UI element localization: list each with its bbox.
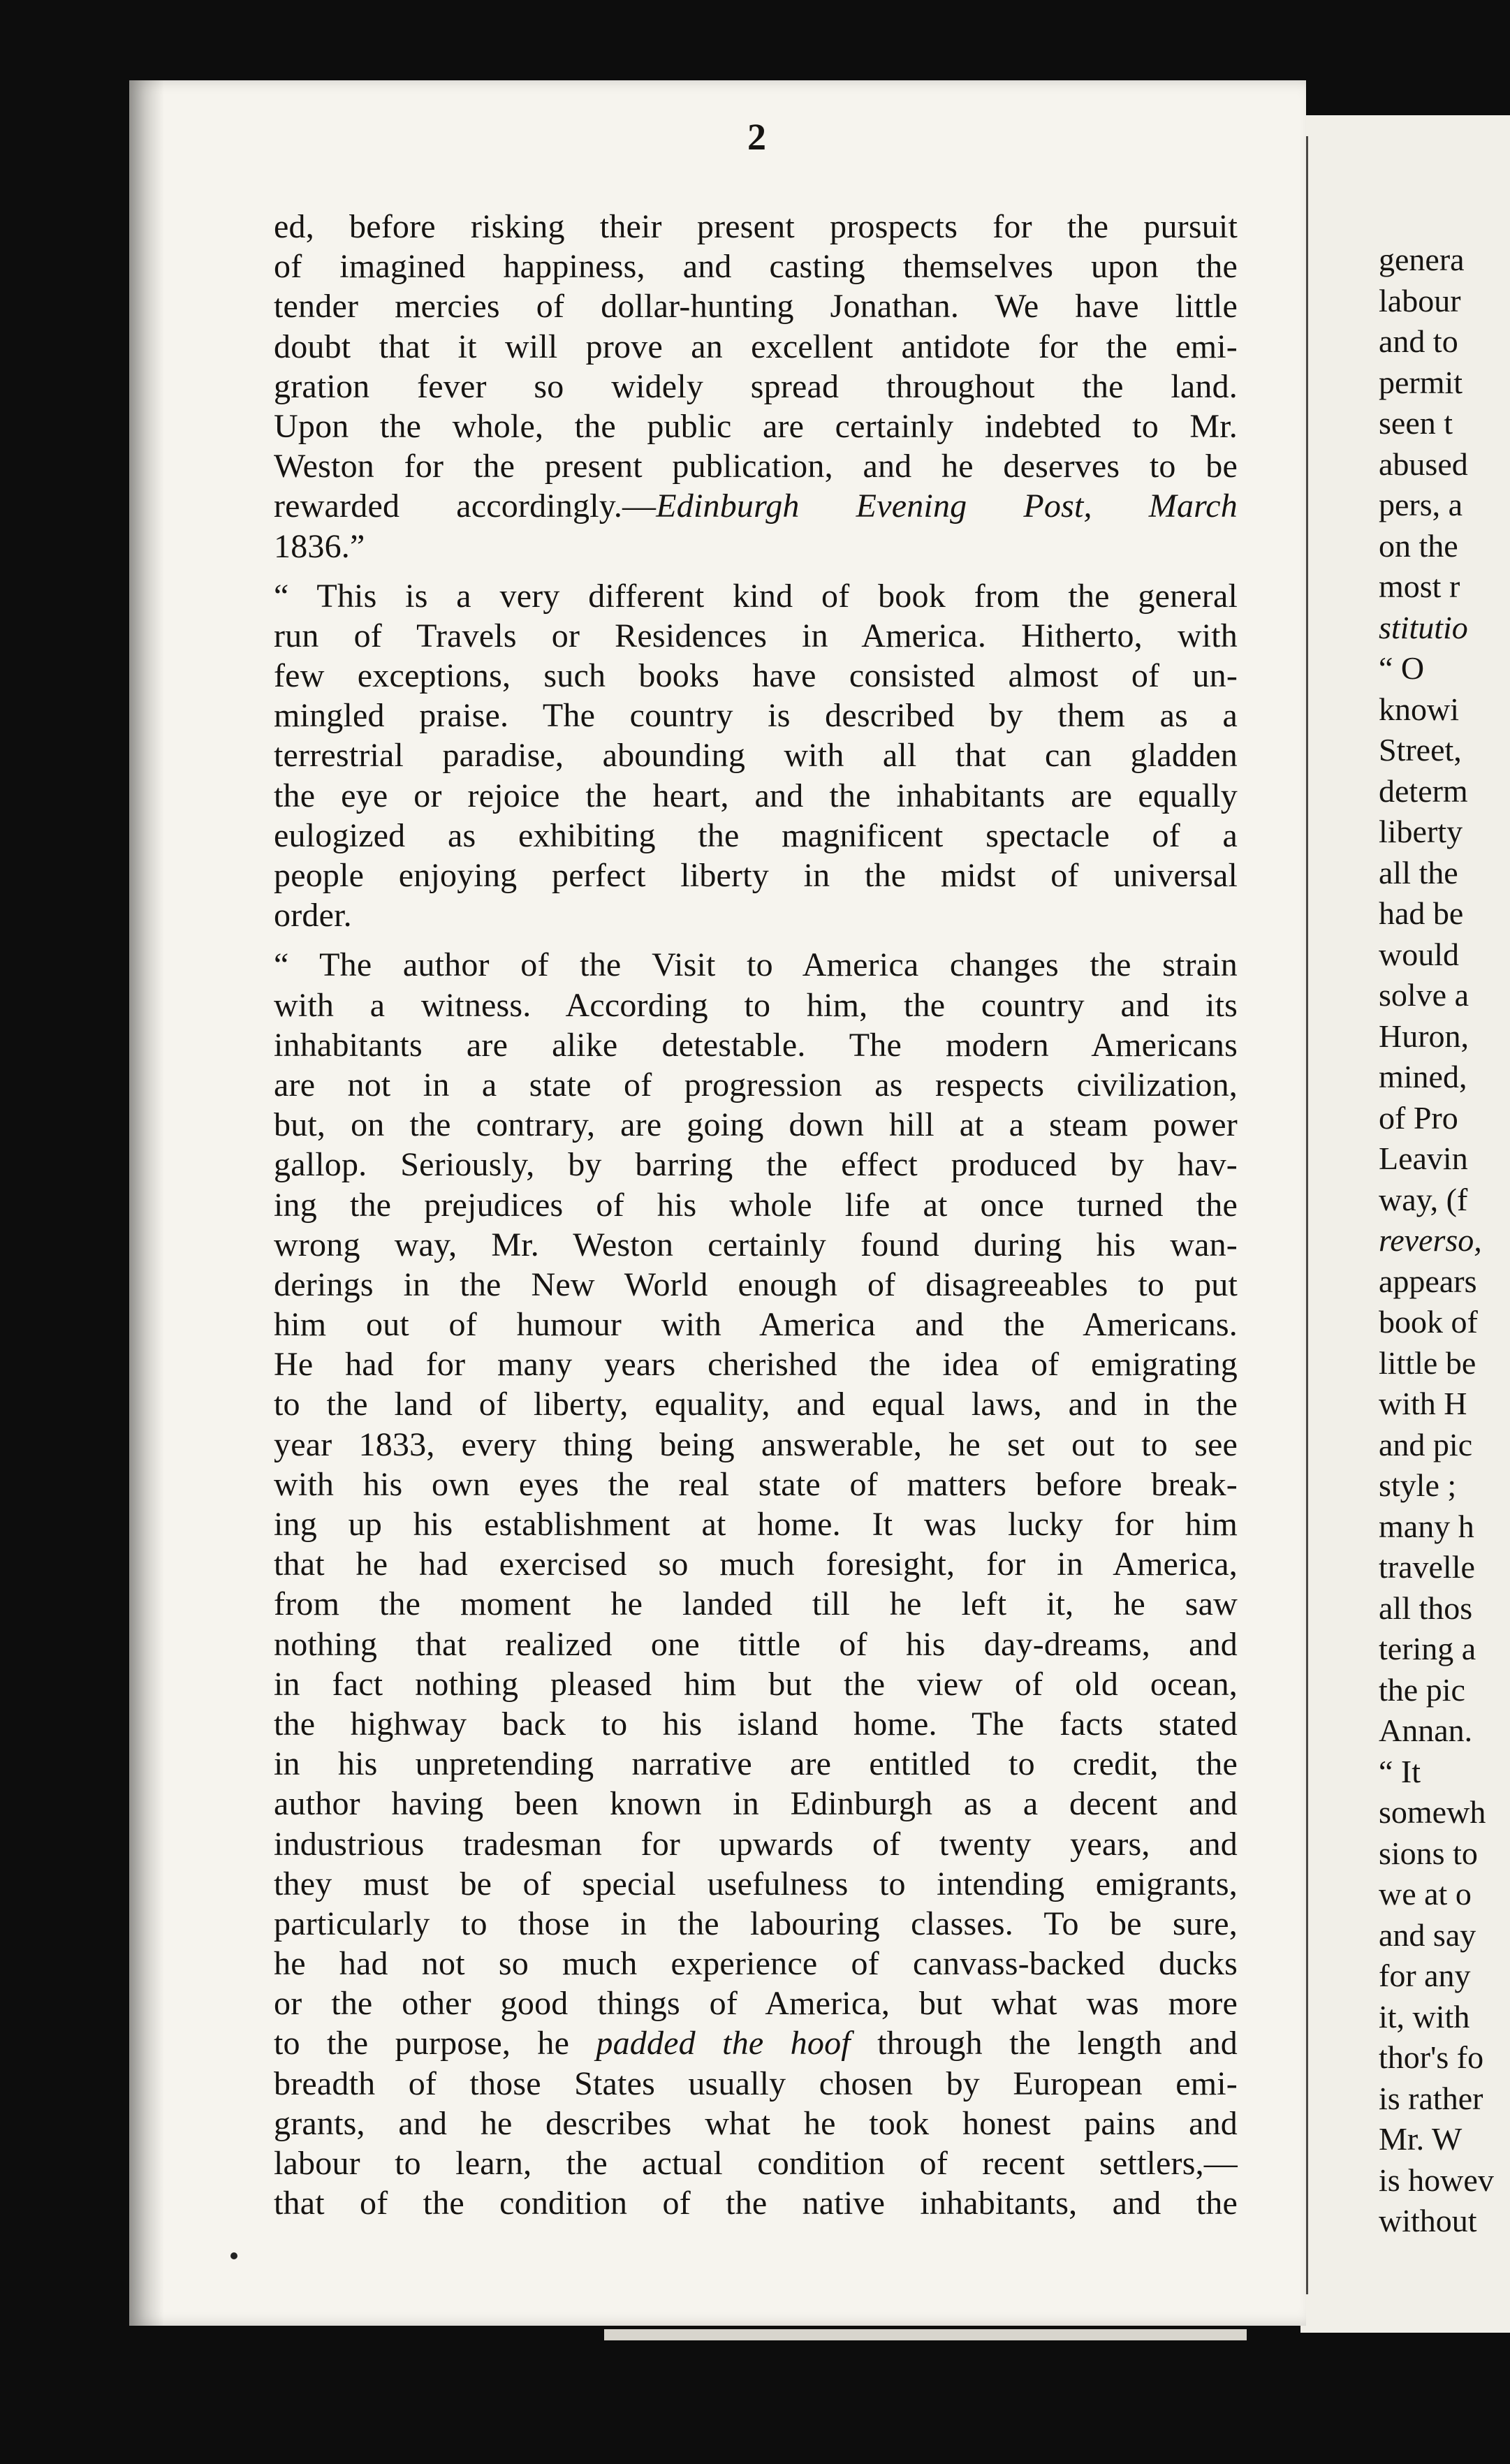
- adjacent-text-line: style ;: [1379, 1467, 1457, 1503]
- text-line: [274, 1105, 1238, 1145]
- adjacent-text-line: little be: [1379, 1344, 1476, 1381]
- text-line: [274, 2064, 1238, 2104]
- adjacent-text-line: it, with: [1379, 1998, 1470, 2034]
- text-line: [274, 367, 1238, 406]
- text-span: gration fever so widely spread throughout the land.: [274, 367, 1238, 405]
- text-span: he had not so much experience of canvass-backed ducks: [274, 1945, 1238, 1983]
- text-span: ing up his establishment at home. It was lucky for him: [274, 1506, 1238, 1543]
- text-line: [274, 1704, 1238, 1744]
- text-line: [274, 1904, 1238, 1944]
- text-span: with his own eyes the real state of matters before break-: [274, 1465, 1238, 1503]
- adjacent-text-line: travelle: [1379, 1549, 1475, 1585]
- adjacent-text-line: determ: [1379, 772, 1468, 809]
- text-span: year 1833, every thing being answerable, he set out to see: [274, 1425, 1238, 1463]
- adjacent-text-line: sions to: [1379, 1835, 1478, 1871]
- adjacent-text-line: many h: [1379, 1508, 1474, 1544]
- text-line: [274, 735, 1238, 775]
- text-line: [274, 696, 1238, 735]
- text-line: [274, 856, 1238, 895]
- text-span: order.: [274, 897, 352, 934]
- adjacent-text-line: and pic: [1379, 1426, 1473, 1462]
- adjacent-text-line: the pic: [1379, 1671, 1465, 1708]
- adjacent-text-line: Leavin: [1379, 1141, 1468, 1176]
- text-span: 1836.”: [274, 527, 365, 565]
- text-line: [274, 2023, 1238, 2063]
- text-span: particularly to those in the labouring classes. To be sure,: [274, 1905, 1238, 1942]
- text-span: inhabitants are alike detestable. The modern Americans: [274, 1026, 1238, 1064]
- text-line: [274, 1944, 1238, 1983]
- adjacent-text-line: stitutio: [1379, 609, 1468, 645]
- paragraph-gap: [274, 935, 1238, 945]
- text-span: eulogized as exhibiting the magnificent spectacle of a: [274, 816, 1238, 854]
- text-span: gallop. Seriously, by barring the effect produced by hav-: [274, 1146, 1238, 1184]
- text-line: [274, 1185, 1238, 1225]
- text-line: [274, 616, 1238, 656]
- text-span: grants, and he describes what he took honest pains and: [274, 2104, 1238, 2142]
- adjacent-text-line: without: [1379, 2203, 1477, 2238]
- text-span: doubt that it will prove an excellent antidote for the emi-: [274, 328, 1238, 365]
- adjacent-text-line: reverso,: [1379, 1222, 1482, 1258]
- adjacent-text-line: somewh: [1379, 1794, 1486, 1830]
- text-line: [274, 1025, 1238, 1065]
- text-span: are not in a state of progression as respects civilization,: [274, 1066, 1238, 1103]
- text-line: [274, 406, 1238, 446]
- adjacent-text-line: liberty: [1379, 814, 1463, 849]
- adjacent-text-line: labour: [1379, 282, 1461, 318]
- adjacent-text-line: “ It: [1379, 1753, 1421, 1789]
- text-line: [274, 2104, 1238, 2143]
- text-span: tender mercies of dollar-hunting Jonathan. We have little: [274, 288, 1238, 325]
- text-line: [274, 486, 1238, 526]
- adjacent-text-line: genera: [1379, 242, 1465, 277]
- adjacent-text-line: and to: [1379, 323, 1458, 359]
- text-line: [274, 1305, 1238, 1344]
- text-line: [274, 286, 1238, 326]
- text-span: mingled praise. The country is described by them as a: [274, 697, 1238, 735]
- page-edge: [604, 2329, 1247, 2340]
- adjacent-text-line: is rather: [1379, 2080, 1483, 2116]
- text-line: [274, 656, 1238, 696]
- text-line: [274, 1504, 1238, 1544]
- text-span: ing the prejudices of his whole life at once turned the: [274, 1186, 1238, 1224]
- text-line: [274, 776, 1238, 816]
- paragraph-gap: [274, 566, 1238, 576]
- text-line: [274, 1744, 1238, 1784]
- adjacent-text-line: mined,: [1379, 1059, 1467, 1094]
- text-line: [274, 1384, 1238, 1424]
- adjacent-page-text: [1379, 240, 1494, 2242]
- text-span: Upon the whole, the public are certainly indebted to Mr.: [274, 407, 1238, 445]
- text-line: [274, 816, 1238, 856]
- adjacent-text-line: permit: [1379, 364, 1463, 400]
- text-line: [274, 945, 1238, 985]
- adjacent-text-line: seen t: [1379, 405, 1453, 441]
- text-line: [274, 985, 1238, 1025]
- text-span: but, on the contrary, are going down hill at a steam power: [274, 1106, 1238, 1144]
- text-span: to the land of liberty, equality, and equal laws, and in the: [274, 1386, 1238, 1423]
- text-span: they must be of special usefulness to intending emigrants,: [274, 1865, 1238, 1902]
- adjacent-text-line: Annan.: [1379, 1713, 1473, 1748]
- text-span: run of Travels or Residences in America. Hitherto, with: [274, 617, 1238, 654]
- adjacent-text-line: knowi: [1379, 691, 1459, 727]
- text-span: labour to learn, the actual condition of recent settlers,—: [274, 2145, 1238, 2182]
- adjacent-text-line: Street,: [1379, 732, 1462, 768]
- adjacent-text-line: book of: [1379, 1304, 1478, 1340]
- text-span: the eye or rejoice the heart, and the inhabitants are equally: [274, 777, 1238, 814]
- adjacent-text-line: tering a: [1379, 1631, 1476, 1666]
- adjacent-text-line: solve a: [1379, 977, 1469, 1013]
- text-span: terrestrial paradise, abounding with all that can gladden: [274, 737, 1238, 775]
- adjacent-text-line: thor's fo: [1379, 2039, 1484, 2075]
- text-line: [274, 1344, 1238, 1384]
- adjacent-text-line: for any: [1379, 1958, 1471, 1993]
- text-line: [274, 247, 1238, 286]
- adjacent-text-line: we at o: [1379, 1876, 1472, 1912]
- text-span: or the other good things of America, but what was more: [274, 1985, 1238, 2023]
- text-span: people enjoying perfect liberty in the midst of universal: [274, 857, 1238, 894]
- text-span: him out of humour with America and the Americans.: [274, 1306, 1238, 1344]
- adjacent-text-line: “ O: [1379, 650, 1425, 686]
- adjacent-text-line: pers, a: [1379, 487, 1463, 522]
- adjacent-text-line: had be: [1379, 895, 1464, 931]
- text-line: [274, 576, 1238, 616]
- text-span: breadth of those States usually chosen by European emi-: [274, 2065, 1238, 2102]
- adjacent-text-line: with H: [1379, 1386, 1467, 1421]
- adjacent-text-line: and say: [1379, 1916, 1476, 1953]
- text-line: [274, 1544, 1238, 1584]
- text-span: ed, before risking their present prospects for the pursuit: [274, 208, 1238, 245]
- text-span: “ The author of the Visit to America changes the strain: [274, 946, 1238, 984]
- adjacent-text-line: appears: [1379, 1263, 1477, 1299]
- text-span: industrious tradesman for upwards of twenty years, and: [274, 1825, 1238, 1863]
- text-span: that he had exercised so much foresight, for in America,: [274, 1546, 1238, 1583]
- italic-text: Edinburgh Evening Post, March: [656, 487, 1238, 525]
- text-line: [274, 1225, 1238, 1265]
- adjacent-text-line: most r: [1379, 569, 1460, 604]
- text-span: in fact nothing pleased him but the view of old ocean,: [274, 1665, 1238, 1703]
- page-body-text: [274, 207, 1238, 2223]
- adjacent-text-line: Huron,: [1379, 1018, 1469, 1054]
- text-line: [274, 1625, 1238, 1664]
- adjacent-text-line: is howev: [1379, 2162, 1494, 2198]
- text-line: [274, 1824, 1238, 1864]
- text-span: to the purpose, he: [274, 2025, 596, 2062]
- text-line: [274, 1584, 1238, 1624]
- text-span: Weston for the present publication, and he deserves to be: [274, 448, 1238, 485]
- text-span: rewarded accordingly.—: [274, 487, 657, 525]
- adjacent-text-line: of Pro: [1379, 1099, 1458, 1136]
- text-span: author having been known in Edinburgh as a decent and: [274, 1785, 1238, 1823]
- text-span: of imagined happiness, and casting themselves upon the: [274, 248, 1238, 286]
- page-number: 2: [747, 116, 766, 158]
- text-span: the highway back to his island home. The facts stated: [274, 1705, 1238, 1743]
- text-span: derings in the New World enough of disagreeables to put: [274, 1266, 1238, 1303]
- text-line: [274, 327, 1238, 367]
- text-line: [274, 1265, 1238, 1305]
- adjacent-page: [1300, 115, 1510, 2333]
- text-line: [274, 1983, 1238, 2023]
- text-line: [274, 527, 1238, 566]
- adjacent-text-line: would: [1379, 936, 1459, 972]
- text-line: [274, 1065, 1238, 1105]
- text-line: [274, 1425, 1238, 1465]
- adjacent-text-line: all the: [1379, 854, 1458, 890]
- ink-spot: [230, 2252, 237, 2259]
- italic-text: padded the hoof: [596, 2025, 851, 2062]
- text-span: nothing that realized one tittle of his day-dreams, and: [274, 1625, 1238, 1663]
- text-line: [274, 2143, 1238, 2183]
- text-span: wrong way, Mr. Weston certainly found during his wan-: [274, 1226, 1238, 1263]
- adjacent-text-line: all thos: [1379, 1590, 1473, 1626]
- text-span: few exceptions, such books have consisted almost of un-: [274, 657, 1238, 695]
- text-line: [274, 1664, 1238, 1704]
- text-span: through the length and: [850, 2025, 1238, 2062]
- text-line: [274, 895, 1238, 935]
- text-line: [274, 1465, 1238, 1504]
- text-line: [274, 1784, 1238, 1824]
- adjacent-text-line: on the: [1379, 527, 1458, 564]
- text-span: with a witness. According to him, the country and its: [274, 986, 1238, 1024]
- text-line: [274, 207, 1238, 247]
- text-span: “ This is a very different kind of book from the general: [274, 577, 1238, 615]
- text-line: [274, 2183, 1238, 2223]
- adjacent-text-line: Mr. W: [1379, 2121, 1463, 2157]
- text-span: in his unpretending narrative are entitled to credit, the: [274, 1745, 1238, 1783]
- adjacent-text-line: way, (f: [1379, 1181, 1468, 1217]
- text-span: that of the condition of the native inhabitants, and the: [274, 2185, 1238, 2222]
- text-span: from the moment he landed till he left it, he saw: [274, 1585, 1238, 1623]
- adjacent-text-line: abused: [1379, 446, 1468, 482]
- text-line: [274, 1145, 1238, 1185]
- text-span: He had for many years cherished the idea of emigrating: [274, 1346, 1238, 1384]
- text-line: [274, 1864, 1238, 1904]
- text-line: [274, 446, 1238, 486]
